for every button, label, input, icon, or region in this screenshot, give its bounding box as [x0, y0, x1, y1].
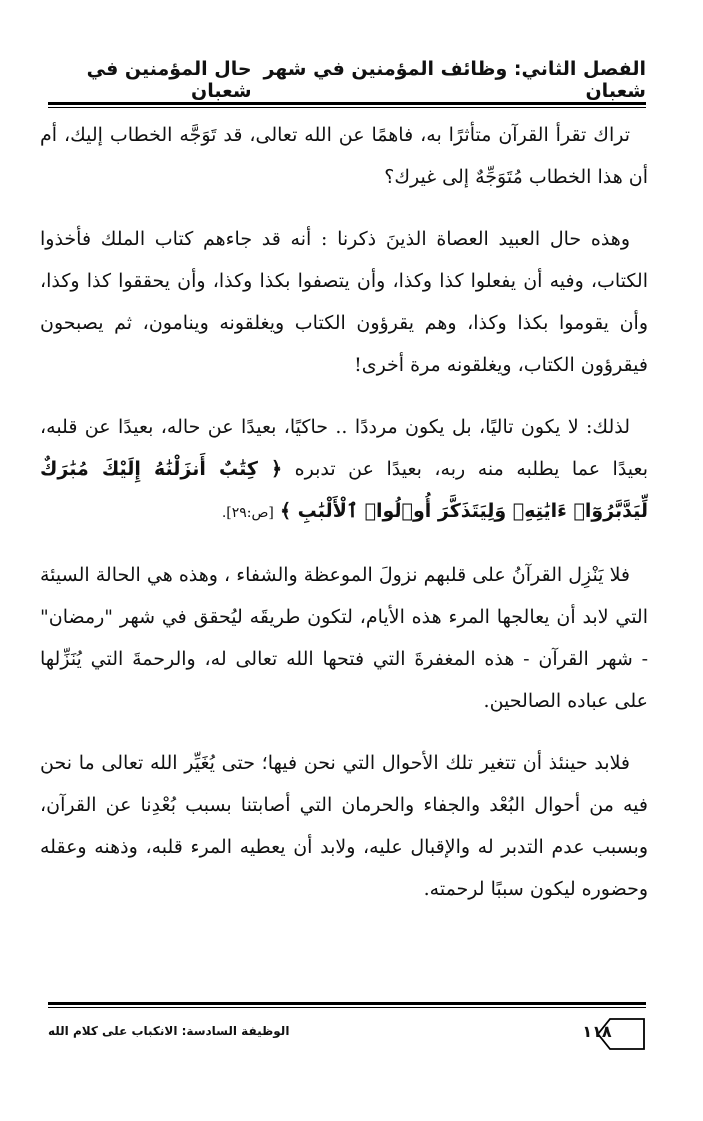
- paragraph: وهذه حال العبيد العصاة الذينَ ذكرنا : أنه قد جاءهم كتاب الملك فأخذوا الكتاب، وفيه أن يفعلوا كذا وكذا، وأن يتصفوا بكذا وكذا، وأن يحققوا كذا وكذا، وأن يقوموا بكذا وكذا، وهم يقرؤون الكتاب ويغلقونه وينامون، ثم يصبحون فيقرؤون الكتاب، ويغلقونه مرة أخرى!: [40, 228, 648, 376]
- paragraph-text: لذلك: لا يكون تاليًا، بل يكون مرددًا .. حاكيًا، بعيدًا عن حاله، بعيدًا عن قلبه، بعيدًا عما يطلبه منه ربه، بعيدًا عن تدبره: [40, 416, 648, 480]
- chapter-title: الفصل الثاني: وظائف المؤمنين في شهر شعبان: [263, 58, 646, 102]
- paragraph: فلا يَنْزِل القرآنُ على قلبهم نزولَ الموعظة والشفاء ، وهذه هي الحالة السيئة التي لابد أن يعالجها المرء هذه الأيام، لتكون طريقَه ليُحقق في شهر "رمضان" - شهر القرآن - هذه المغفرةَ التي فتحها الله تعالى له، والرحمةَ التي يُنَزِّلها على عباده الصالحين.: [40, 564, 648, 712]
- section-title: حال المؤمنين في شعبان: [86, 58, 252, 102]
- verse-citation: [ص:٢٩].: [221, 505, 274, 521]
- footer-title: الوظيفة السادسة: الانكباب على كلام الله: [48, 1024, 290, 1038]
- quran-verse: ﴿ كِتَٰبٌ أَنزَلْنَٰهُ إِلَيْكَ مُبَٰرَكٌ لِّيَدَّبَّرُوٓا۟ ءَايَٰتِهِۦ وَلِيَتَذَكَّرَ أُو۟لُوا۟ ٱلْأَلْبَٰبِ ﴾: [40, 458, 648, 522]
- footer-divider: [48, 1002, 646, 1008]
- paragraph: تراك تقرأ القرآن متأثرًا به، فاهمًا عن الله تعالى، قد تَوَجَّه الخطاب إليك، أم أن هذا الخطاب مُتَوَجِّهٌ إلى غيرك؟: [40, 124, 648, 188]
- header-divider: [48, 102, 646, 108]
- running-header: [48, 58, 646, 102]
- page-number: ١١٨: [582, 1022, 612, 1041]
- paragraph: فلابد حينئذ أن تتغير تلك الأحوال التي نحن فيها؛ حتى يُغَيِّر الله تعالى ما نحن فيه من أحوال البُعْد والجفاء والحرمان التي أصابتنا بسبب بُعْدِنا عن القرآن، وبسبب عدم التدبر له والإقبال عليه، ولابد أن يعطيه المرء قلبه، وذهنه وعقله وحضوره ليكون سببًا لرحمته.: [40, 752, 648, 900]
- paragraph-with-verse: [40, 406, 648, 534]
- body-text: [40, 114, 648, 930]
